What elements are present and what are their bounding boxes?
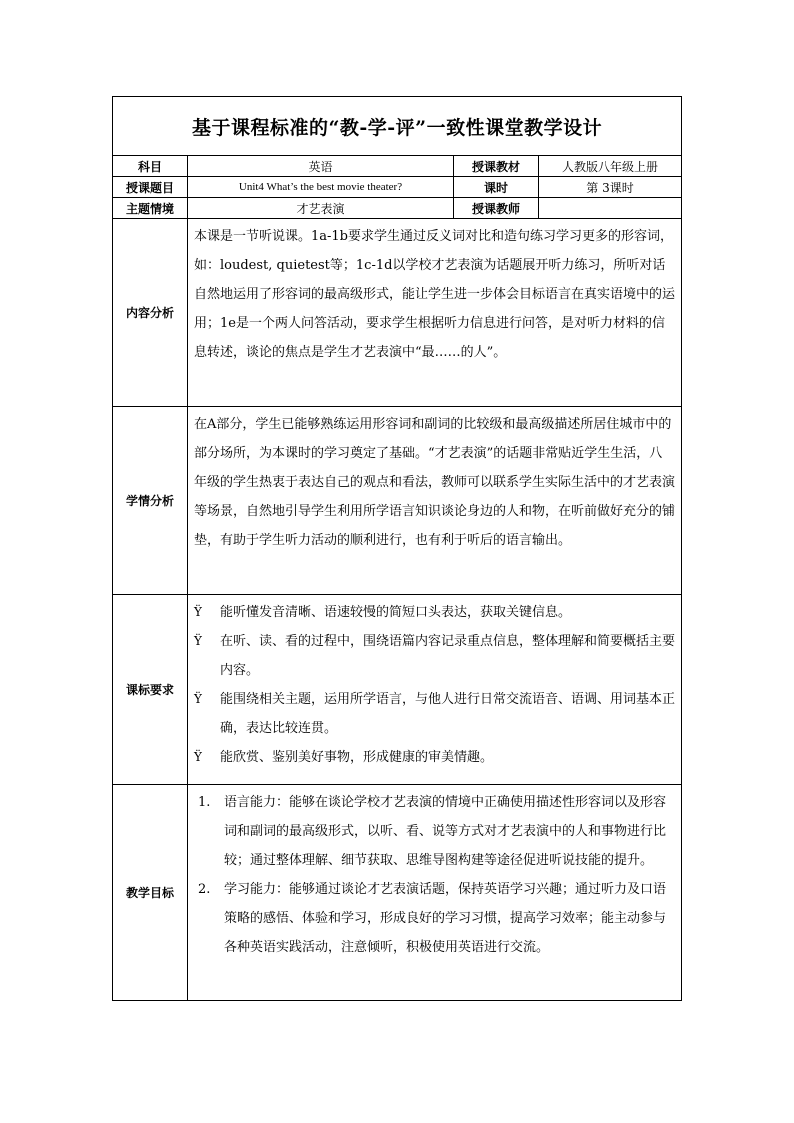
standards-cell (188, 595, 682, 785)
objective-text: 学习能力：能够通过谈论才艺表演话题，保持英语学习兴趣；通过听力及口语策略的感悟、体验和学习，形成良好的学习习惯，提高学习效率；能主动参与各种英语实践活动，注意倾听，积极使用英语进行交流。 (224, 882, 667, 955)
standard-text: 能欣赏、鉴别美好事物，形成健康的审美情趣。 (220, 750, 494, 765)
standard-item (194, 743, 675, 772)
standard-text: 能围绕相关主题，运用所学语言，与他人进行日常交流语音、语调、用词基本正确，表达比较连贯。 (220, 692, 676, 736)
student-analysis-cell (188, 407, 682, 595)
theme-value: 才艺表演 (188, 198, 454, 219)
content-analysis-cell (188, 219, 682, 407)
material-label: 授课教材 (454, 156, 539, 177)
document-title: 基于课程标准的“教-学-评”一致性课堂教学设计 (113, 97, 682, 156)
period-value: 第 3课时 (539, 177, 682, 198)
objective-number: 2. (198, 882, 211, 897)
subject-value: 英语 (188, 156, 454, 177)
bullet-marker: Ÿ (194, 634, 202, 648)
bullet-marker: Ÿ (194, 750, 202, 764)
objective-number: 1. (198, 795, 211, 810)
standard-item (194, 627, 675, 685)
objectives-cell (188, 785, 682, 1001)
standard-text: 在听、读、看的过程中，围绕语篇内容记录重点信息，整体理解和简要概括主要内容。 (220, 634, 676, 678)
theme-label: 主题情境 (113, 198, 188, 219)
period-label: 课时 (454, 177, 539, 198)
standard-item (194, 598, 675, 627)
student-analysis-label: 学情分析 (113, 407, 188, 595)
topic-value: Unit4 What’s the best movie theater? (188, 177, 454, 198)
content-analysis-label: 内容分析 (113, 219, 188, 407)
bullet-marker: Ÿ (194, 605, 202, 619)
lesson-plan-table (112, 96, 682, 1001)
standards-label: 课标要求 (113, 595, 188, 785)
objective-text: 语言能力：能够在谈论学校才艺表演的情境中正确使用描述性形容词以及形容词和副词的最高级形式，以听、看、说等方式对才艺表演中的人和事物进行比较；通过整体理解、细节获取、思维导图构建等途径促进听说技能的提升。 (224, 795, 667, 868)
teacher-label: 授课教师 (454, 198, 539, 219)
standard-text: 能听懂发音清晰、语速较慢的简短口头表达，获取关键信息。 (220, 605, 572, 620)
topic-label: 授课题目 (113, 177, 188, 198)
subject-label: 科目 (113, 156, 188, 177)
objectives-label: 教学目标 (113, 785, 188, 1001)
teacher-value (539, 198, 682, 219)
material-value: 人教版八年级上册 (539, 156, 682, 177)
objective-item (194, 788, 675, 875)
bullet-marker: Ÿ (194, 692, 202, 706)
standard-item (194, 685, 675, 743)
objective-item (194, 875, 675, 962)
content-analysis-text: 本课是一节听说课。1a-1b要求学生通过反义词对比和造句练习学习更多的形容词，如：loudest, quietest等；1c-1d以学校才艺表演为话题展开听力练习，所听对话自然地运用了形容词的最高级形式，能让学生进一步体会目标语言在真实语境中的运用；1e是一个两人问答活动，要求学生根据听力信息进行问答，是对听力材料的信息转述，谈论的焦点是学生才艺表演中“最……的人”。 (194, 229, 676, 360)
student-analysis-text: 在A部分，学生已能够熟练运用形容词和副词的比较级和最高级描述所居住城市中的部分场所，为本课时的学习奠定了基础。“才艺表演”的话题非常贴近学生生活，八年级的学生热衷于表达自己的观点和看法，教师可以联系学生实际生活中的才艺表演等场景，自然地引导学生利用所学语言知识谈论身边的人和物，在听前做好充分的铺垫，有助于学生听力活动的顺利进行，也有利于听后的语言输出。 (194, 417, 676, 548)
